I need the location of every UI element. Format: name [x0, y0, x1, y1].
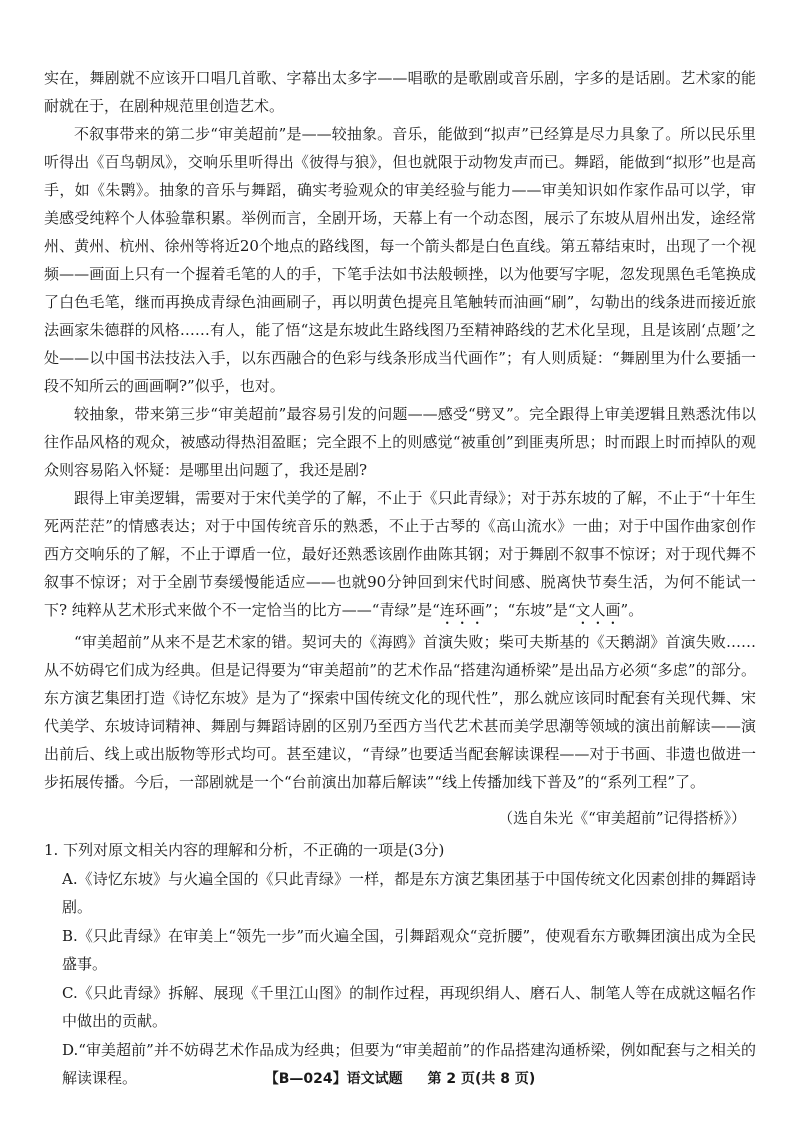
option-a[interactable]: A.《诗忆东坡》与火遍全国的《只此青绿》一样，都是东方演艺集团基于中国传统文化因素创排的舞蹈诗剧。	[62, 870, 756, 916]
article-paragraph-3	[44, 484, 756, 628]
page-number: 第 2 页(共 8 页)	[427, 1071, 536, 1087]
emphasis-wenrenhua: 文人画	[575, 601, 621, 619]
exam-code: 【B—024】语文试题	[264, 1071, 403, 1087]
paragraph-3-text-c: ”。	[620, 601, 644, 619]
article-body	[44, 64, 756, 1092]
article-paragraph-0: 实在，舞剧就不应该开口唱几首歌、字幕出太多字——唱歌的是歌剧或音乐剧，字多的是话剧。艺术家的能耐就在于，在剧种规范里创造艺术。	[44, 69, 756, 115]
article-paragraph-4: “审美超前”从来不是艺术家的错。契诃夫的《海鸥》首演失败；柴可夫斯基的《天鹅湖》首演失败……从不妨碍它们成为经典。但是记得要为“审美超前”的艺术作品“搭建沟通桥梁”是出品方必须“多虑”的部分。东方演艺集团打造《诗忆东坡》是为了“探索中国传统文化的现代性”，那么就应该同时配套有关现代舞、宋代美学、东坡诗词精神、舞剧与舞蹈诗剧的区别乃至西方当代艺术甚而美学思潮等领域的演出前解读——演出前后、线上或出版物等形式均可。甚至建议，“青绿”也要适当配套解读课程——对于书画、非遗也做进一步拓展传播。今后，一部剧就是一个“台前演出加幕后解读”“线上传播加线下普及”的“系列工程”了。	[44, 633, 756, 791]
option-b[interactable]: B.《只此青绿》在审美上“领先一步”而火遍全国，引舞蹈观众“竞折腰”，使观看东方歌舞团演出成为全民盛事。	[62, 927, 756, 973]
question-stem: 1. 下列对原文相关内容的理解和分析，不正确的一项是(3分)	[44, 841, 445, 859]
option-d[interactable]: D.“审美超前”并不妨碍艺术作品成为经典；但要为“审美超前”的作品搭建沟通桥梁，例如配套与之相关的解读课程。	[62, 1041, 756, 1087]
article-paragraph-2: 较抽象，带来第三步“审美超前”最容易引发的问题——感受“劈叉”。完全跟得上审美逻辑且熟悉沈伟以往作品风格的观众，被感动得热泪盈眶；完全跟不上的则感觉“被重创”到匪夷所思；时而跟上时而掉队的观众则容易陷入怀疑：是哪里出问题了，我还是剧?	[44, 405, 756, 479]
paragraph-3-text-a: 跟得上审美逻辑，需要对于宋代美学的了解，不止于《只此青绿》；对于苏东坡的了解，不止于“十年生死两茫茫”的情感表达；对于中国传统音乐的熟悉，不止于古琴的《高山流水》一曲；对于中国作曲家创作西方交响乐的了解，不止于谭盾一位，最好还熟悉该剧作曲陈其钢；对于舞剧不叙事不惊讶；对于现代舞不叙事不惊讶；对于全剧节奏缓慢能适应——也就90分钟回到宋代时间感、脱离快节奏生活，为何不能试一下? 纯粹从艺术形式来做个不一定恰当的比方——“青绿”是“	[44, 489, 756, 619]
article-paragraph-1: 不叙事带来的第二步“审美超前”是——较抽象。音乐，能做到“拟声”已经算是尽力具象了。所以民乐里听得出《百鸟朝凤》，交响乐里听得出《彼得与狼》，但也就限于动物发声而已。舞蹈，能做到“拟形”也是高手，如《朱鹮》。抽象的音乐与舞蹈，确实考验观众的审美经验与能力——审美知识如作家作品可以学，审美感受纯粹个人体验靠积累。举例而言，全剧开场，天幕上有一个动态图，展示了东坡从眉州出发，途经常州、黄州、杭州、徐州等将近20个地点的路线图，每一个箭头都是白色直线。第五幕结束时，出现了一个视频——画面上只有一个握着毛笔的人的手，下笔手法如书法般顿挫，以为他要写字呢，忽发现黑色毛笔换成了白色毛笔，继而再换成青绿色油画刷子，再以明黄色提亮且笔触转而油画“刷”，勾勒出的线条进而接近旅法画家朱德群的风格……有人，能了悟“这是东坡此生路线图乃至精神路线的艺术化呈现，且是该剧‘点题’之处——以中国书法技法入手，以东西融合的色彩与线条形成当代画作”；有人则质疑：“舞剧里为什么要插一段不知所云的画画啊?”似乎，也对。	[44, 125, 756, 395]
option-c[interactable]: C.《只此青绿》拆解、展现《千里江山图》的制作过程，再现织绢人、磨石人、制笔人等在成就这幅名作中做出的贡献。	[62, 984, 756, 1030]
paragraph-3-text-b: ”；“东坡”是“	[484, 601, 576, 619]
page-footer	[0, 1068, 800, 1088]
emphasis-lianhuanhua: 连环画	[439, 601, 485, 619]
article-source: （选自朱光《“审美超前”记得搭桥》）	[498, 809, 746, 827]
